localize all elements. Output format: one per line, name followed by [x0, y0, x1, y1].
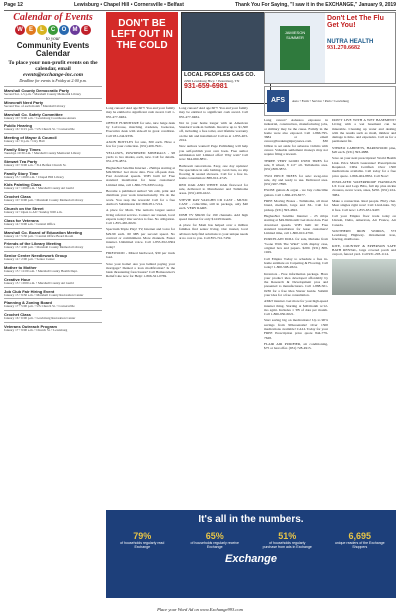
event-detail: January 17 • 5:00 p.m. • US Church St. • Cornersville — [4, 304, 75, 309]
event-item — [4, 275, 102, 287]
calendar-title: Calendar of Events — [13, 12, 93, 23]
classified-ad: YELLOWS, POWDERED MINERALS - 98 yards to two shades, each, new. Call for details. 931-278-4874. — [106, 150, 175, 164]
welcome-subtext: to your — [45, 37, 61, 42]
event-title: Church on the Street — [4, 205, 44, 211]
welcome-letter: W — [15, 25, 25, 35]
event-item — [4, 145, 102, 157]
classified-ad: Spectrum Triple Play! TV, Internet and voice for $29.99 each. 60 MB per second speed. No contract or commitment. More channels. Faster internet. Unlimited voice. Call 1-855-652-9304 today! — [106, 227, 175, 249]
stat-value: 65% — [205, 531, 224, 541]
event-item — [4, 180, 102, 192]
gas-company-address: 2296 Lewisburg Hwy. • Petersburg, TN — [184, 79, 240, 83]
afs-text: Auto • Farm • Service • Parts • Lewisburg — [292, 99, 349, 103]
classified-ad: STEVIE RAY VAUGHN CD CAST - MUSIC CAST - collectible, still in package, only $40 each. VERY RARE. — [179, 197, 248, 211]
exchange-logo: Exchange — [225, 553, 277, 565]
dont-leave-ad: DON'T BE LEFT OUT IN THE COLD — [106, 12, 178, 104]
classified-ad: FLAIR AIR PURIFIER, air conditioning, $75 or best offer. (931) 728-4915. — [264, 341, 328, 351]
classified-ad: INSULATED WATERPROOF HANDGUN LX Coat and Legs Bibs, full zip plus nickle closures, never worn, sizes, $250. (931) 224-3984. — [332, 179, 396, 197]
events-list — [4, 86, 102, 334]
event-item — [4, 228, 102, 240]
classified-ad: Call Empire Today to schedule a free in-home estimate on Carpeting & Flooring. Call today! 1-800-508-2824. — [264, 256, 328, 270]
classified-ad: FREE Moving Boxes - Tullahoma, all most brand, medium, large and XL. Call for pickup. (931) 393-4822. — [264, 199, 328, 212]
welcome-letter: E — [81, 25, 91, 35]
event-detail: January 14 • 6 p.m. • City Hall — [4, 139, 45, 144]
event-title: Veterans Outreach Program — [4, 323, 57, 329]
header-tagline: Thank You For Saying, "I saw it in the EXCHANGE," January 9, 2019 — [235, 2, 396, 8]
gas-company-name: LOCAL PEOPLES GAS CO. — [184, 72, 256, 78]
classified-column-4 — [332, 118, 396, 257]
classified-ad: Make a connection. Real people. Flirty chat. Meet singles right now! Call LiveLinks. Try it free. Call now: 1-855-631-9497. — [332, 199, 396, 212]
event-title: Crochet Class — [4, 194, 31, 200]
classified-ad: THREE VERY GOOD USED TIRES for sale, 8 wheel, 8 1/2" all. Tullahoma area. (931) 808-3872. — [264, 158, 328, 172]
gas-company-phone: 931-659-6981 — [184, 83, 228, 90]
classified-column-3 — [264, 118, 328, 353]
classified-ad: Become a published author! We edit, print and distribute your work internationally. We do the work. You reap the rewards! Call for a free Author's Submission Kit: 866-951-7214. — [106, 189, 175, 206]
stat-item — [190, 531, 240, 549]
event-item — [4, 133, 102, 145]
event-detail: January 14 • 5:30 p.m. • Central Office Board Room — [4, 233, 74, 238]
classified-column-1 — [106, 106, 175, 281]
classified-ad: DISH TV $69.99 for 190 channels. Add high speed internet for only $14.95/month. — [179, 212, 248, 221]
classified-ad: Call your Empire floor trade today on Unrush, Delta, American, Air France, Air Canada. — [332, 213, 396, 227]
classified-ad: HughesNet Satellite Internet - 25mbps starting at $49.99/mo! Get more data. Free off-peak data. Fast download speeds. WiFi built in! Free standard installation for lease customers! Limited time, call 1-866-776-6395 today. — [106, 165, 175, 187]
event-detail: January 15 • 11:00 a.m. • Marshall County Health Dept. — [4, 268, 78, 273]
event-title: Meeting of Mayor & Council — [4, 135, 57, 141]
flu-headline: Don't Let The Flu Get You! — [327, 15, 384, 29]
event-detail: January 10 • 9:00 a.m. • Lewisburg Courthouse Annex — [4, 115, 76, 120]
classified-ad: TWO PIECE TREES for sale: swag-nice sale, dry and ready to use. Delivered area. (931) 967-7898. — [264, 173, 328, 187]
nutra-health-phone: 931.270.6682 — [327, 45, 360, 51]
page-number: Page 12 — [4, 2, 23, 8]
place-instructions: To place your non-profit events on the calendar, email — [8, 60, 98, 72]
event-detail: January 16 • 6:00 p.m. • Lewisburg Recreation Center — [4, 316, 76, 321]
event-detail: January 14 • 9:00 a.m. • Central Office — [4, 221, 56, 226]
classified-ad: Bathroom renovations. Easy, one day updates! We specialize in safe bathing. Grab bars, no slip flooring & seated showers. Call for a free in-home consultation: 888-912-4745. — [179, 163, 248, 181]
page-footer: Place your Word Ad on www.Exchange993.com — [157, 607, 243, 612]
event-title: Senior Center Needlework Group — [4, 253, 67, 259]
welcome-letter: O — [59, 25, 69, 35]
event-detail: January 10 • 9:00 a.m. • 314 Belfast Church St. — [4, 162, 67, 167]
event-item — [4, 121, 102, 133]
community-heading: Community Events Calendar — [16, 41, 90, 58]
gas-truck-photo — [182, 13, 270, 71]
classified-ad: Lung cancer? Asbestos exposure in industrial, construction, manufacturing jobs, or military may be the cause. Family in the home were also exposed. Call 1-866-795-3684 or email cancer@breakinginjurynews.com. $30 billion is set aside for asbestos victims with cancer. Valuable settlement moneys may not require filing a lawsuit. — [264, 118, 328, 157]
event-title: Marshall Co. Safety Committee — [4, 111, 63, 117]
bathroom-photo — [332, 259, 396, 295]
event-title: Family Story Time — [4, 170, 39, 176]
nutra-health-text — [325, 13, 395, 83]
event-detail: January 15 • 10:00 a.m. • Marshall County Art Guild — [4, 280, 74, 285]
stat-item — [262, 531, 312, 549]
classified-ad: Long canoes? And age 60+! You and your family may be entitled to significant cash award. Call 855-477-9484. — [179, 106, 248, 119]
classified-ad: ESOSE guitars & organ - we buy collectible guitars. Call 1-866-433-8277. — [264, 188, 328, 197]
event-detail: January 10 • 6:00 p.m. • Marshall County Memorial Library — [4, 198, 84, 203]
stat-label: of households regularly purchase from ads in Exchange — [262, 541, 312, 549]
classified-ad: RED OAK AND WHITE OAK firewood for sale, delivered to Manchester and Tullahoma areas. (931) 409-4222. — [179, 182, 248, 196]
classified-ad: SOUTHERN IRON WORKS, 573 Lewisburg Highway. Ornamental iron, fencing, mailboxes. — [332, 228, 396, 242]
afs-logo: AFS — [267, 90, 289, 112]
event-item — [4, 157, 102, 169]
product-box: JAMIESON SUMMER — [280, 26, 310, 70]
stat-value: 6,695 — [348, 531, 372, 541]
local-peoples-gas-ad — [181, 12, 271, 104]
deadline-note: Deadline for events is Friday at 2:00 p.m. — [19, 78, 87, 83]
paper-towns: Lewisburg • Chapel Hill • Cornersville • Belfast — [73, 2, 184, 8]
event-title: Marshall Co. Board of Education Meeting — [4, 229, 83, 235]
event-title: Public Hearing — [4, 123, 33, 129]
event-item — [4, 239, 102, 251]
classified-ad: Start saving big on medications! Up to 90% savings from 90Greenside! Over 1500 medications available! CALL Today for your FREE Prescription price quote 844-779-7628. — [264, 318, 328, 340]
classified-column-4-wrap — [332, 118, 396, 353]
welcome-letter: C — [48, 25, 58, 35]
event-title: Class for Veterans — [4, 217, 39, 223]
event-detail: January 15 • 9:30 a.m. • Marshall County Recreation Center — [4, 292, 84, 297]
event-item — [4, 263, 102, 275]
classified-ad: FIREWOOD - Mixed hardwood, $30 per truck load. — [106, 250, 175, 260]
event-item — [4, 322, 102, 334]
event-detail: January 12 • Open to All • Sunday 9:00 a.m. — [4, 209, 63, 214]
event-item — [4, 98, 102, 110]
classified-ad: HughesNet Satellite Internet - 25 mbps starting at $49.99/month! Get more data. Fast download speeds. WiFi built in! Free standard installation for lease customers! Limited time, call 1-800-610-4790. — [264, 213, 328, 236]
stats-row — [106, 531, 396, 549]
calendar-column — [4, 12, 102, 606]
events-email[interactable]: events@exchange-inc.com — [22, 72, 84, 78]
nutra-health-ad — [264, 12, 396, 84]
stat-item — [335, 531, 385, 549]
classified-ad: Save your home! Are you behind paying your mortgage? Denied a loan modification? Is the bank threatening foreclosure? Call Homeowner's Relief Line now for Help! 1-866-321-0769. — [106, 261, 175, 279]
event-item — [4, 86, 102, 98]
stat-label: of households regularly receive Exchange — [190, 541, 239, 549]
event-item — [4, 310, 102, 322]
event-title: Minecraft Nerd Party — [4, 99, 44, 105]
exchange-stats-banner — [106, 510, 396, 598]
event-title: Crochet Class — [4, 312, 31, 318]
stat-item — [117, 531, 167, 549]
classified-ad: A place for Mom has helped over a million families find senior living. Our trusted, local advisors help find solutions to your unique needs at no cost to you. Call 855-741-7459. — [179, 223, 248, 241]
event-title: Planning & Zoning Board — [4, 300, 52, 306]
classified-ad: AXON BOTTLES for sale, 300 each. Have a few for your collection. (931) 409-7921. — [106, 140, 175, 149]
classified-ad: KITE, COUNTRY & EPPERSON SAFE BATH RENTAL, large covered porch and carport, fenced yard. Call 931-293-1114. — [332, 243, 396, 257]
event-detail: January 12 • 10:00 a.m. • Marshall County Art Guild — [4, 186, 74, 191]
page-header — [4, 2, 396, 11]
event-title: Friends of the Library Meeting — [4, 241, 62, 247]
afs-ad — [264, 86, 396, 116]
event-item — [4, 216, 102, 228]
stat-label: unique readers of the Exchange Shoppers — [334, 541, 385, 549]
classified-ad: DON'T LIVE WITH A WET BASEMENT! Living with a wet basement can be miserable. Cleaning up water and dealing with the results such as mold, mildew and damage is time- and expensive. Call us for a permanent fix. — [332, 118, 396, 144]
event-item — [4, 204, 102, 216]
event-detail: January 15 • 4:00 p.m. • Marshall County Memorial Library — [4, 245, 84, 250]
classified-ad: OFFICE FURNITURE for sale, nice beige desk by LaCrosse, matching credenza, bookcase, Executive desk with side-all in great condition. Call 931-244-9336. — [106, 120, 175, 138]
event-title: Creative Hour — [4, 276, 31, 282]
welcome-letter: E — [26, 25, 36, 35]
stat-value: 79% — [133, 531, 152, 541]
event-title: Job Club Fair Hiring Event — [4, 288, 55, 294]
classified-ad: New authors wanted! Page Publishing will help you self-publish your own book. Free author submission kit! Limited offer! Why wait? Call now: 844-660-8851. — [179, 144, 248, 162]
nutra-health-name: NUTRA HEALTH — [327, 39, 374, 45]
stat-label: of households regularly read Exchange — [120, 541, 165, 549]
classified-ad: STEREO CABINETS, HARDWOOD pine, $20 each. (931) 393-4888. — [332, 145, 396, 155]
right-section — [264, 12, 396, 353]
classified-column-2 — [179, 106, 248, 281]
stat-value: 51% — [278, 531, 297, 541]
event-title: Marshall County Democratic Party — [4, 88, 70, 93]
event-item — [4, 287, 102, 299]
event-detail: Tuesdays 10:30 a.m. • Marshall County Memorial Library — [4, 150, 81, 155]
event-title: Mother to Mother — [4, 264, 37, 270]
welcome-letter: L — [37, 25, 47, 35]
event-detail: January 14 • 2:00 p.m. • Senior Center — [4, 257, 55, 262]
event-detail: January 16 • 6:15 p.m. • US Church St. • Cornersville — [4, 127, 75, 132]
classified-ad: Not in your home longer with an American Standard walk-in bathtub. Receive up to $1,500 off, including a free toilet, and lifetime warranty on the tub and installation! Call us at 1-855-403-2014. — [179, 120, 248, 143]
classified-ad: Save on your next prescription! World Health Link. Price Match Guarantee! Prescriptions Required. CIPA Certified. Over 1500 medications available. Call today for a free price quote. 1-866-404-8852. Call Now! — [332, 156, 396, 178]
event-title: Family Story Times — [4, 146, 41, 152]
event-title: Stewart Tea Party — [4, 158, 38, 164]
classified-ad: Long canoes? And age 60+! You and your family may be entitled to significant cash award. Call 1-855-477-9484. — [106, 106, 175, 119]
classified-ad: Inventors - Free information package. Have your product idea developed affordably by the Research & Development pros and presented to manufacturers. Call 1-888-501-0236 for a free Idea Starter Guide. Submit your idea for a free consultation. — [264, 271, 328, 297]
event-detail: Second Tue. of each month • Marshall Library — [4, 103, 66, 108]
event-item — [4, 192, 102, 204]
event-detail: January 17 • 9:00 a.m. • Church St. • Lewisburg — [4, 327, 68, 332]
welcome-letter: M — [70, 25, 80, 35]
event-item — [4, 251, 102, 263]
right-classified-columns — [264, 118, 396, 353]
banner-headline: It's all in the numbers. — [198, 514, 304, 525]
event-item — [4, 169, 102, 181]
classified-ad: AT&T internet. Get more for your high-speed internet thing. Starting at $40/month w/12-mo agmt. Includes 1 TB of data per month. Call 1-866-950-6021. — [264, 299, 328, 317]
classified-ad: A place for Mom. The nation's largest senior living referral service. Contact our trusted, local experts today! Our service is free. No obligation. Call 1-855-465-6020. — [106, 208, 175, 226]
event-detail: January 15 • 10:00 a.m. • Chapel Hill Library — [4, 174, 64, 179]
classified-ad: PORCELAIN DOLL for sale, Melanie from "Gone With The Wind" with display case, original box and papers. $200. (931) 808-1929. — [264, 237, 328, 255]
event-title: Kids Painting Class — [4, 182, 42, 188]
product-photo — [265, 13, 325, 83]
event-detail: Second Sat. 1-5 p.m. • Marshall County Memorial Library — [4, 92, 82, 96]
welcome-banner — [4, 25, 102, 35]
event-item — [4, 298, 102, 310]
event-item — [4, 110, 102, 122]
